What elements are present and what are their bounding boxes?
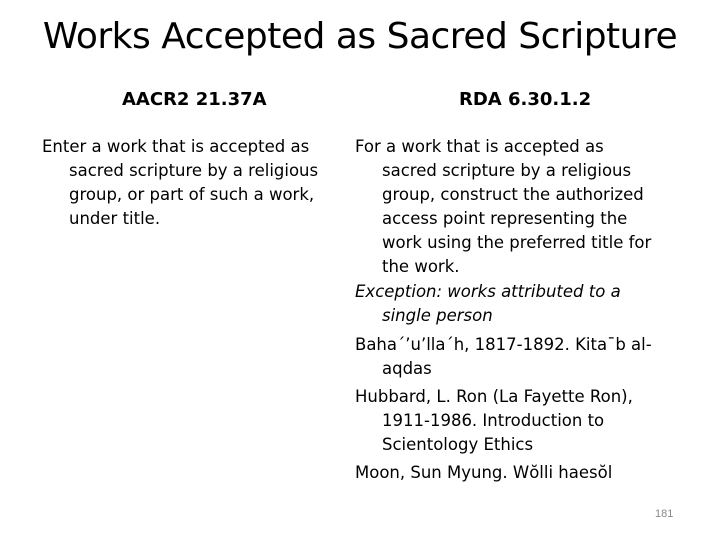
example-hubbard: [355, 385, 652, 457]
rda-examples: [355, 333, 652, 489]
example-line: Moon, Sun Myung. Wŏlli haesŏl: [355, 463, 613, 482]
aacr2-line: sacred scripture by a religious: [69, 161, 319, 180]
rda-line: group, construct the authorized: [382, 185, 644, 204]
rda-exception: [355, 280, 621, 328]
aacr2-rule-text: [42, 135, 318, 231]
example-line: 1911-1986. Introduction to: [382, 411, 605, 430]
aacr2-heading: AACR2 21.37A: [122, 89, 267, 110]
example-line: Scientology Ethics: [382, 435, 534, 454]
aacr2-line: Enter a work that is accepted as: [42, 137, 310, 156]
exception-line: Exception: works attributed to a: [355, 282, 621, 301]
rda-line: sacred scripture by a religious: [382, 161, 632, 180]
rda-line: work using the preferred title for: [382, 233, 652, 252]
example-line: aqdas: [382, 359, 432, 378]
aacr2-line: group, or part of such a work,: [69, 185, 315, 204]
rda-rule-text: [355, 135, 651, 279]
example-line: Baha´’u’lla´h, 1817-1892. Kita¯b al-: [355, 335, 652, 354]
example-moon: [355, 461, 652, 485]
example-line: Hubbard, L. Ron (La Fayette Ron),: [355, 387, 633, 406]
rda-line: the work.: [382, 257, 460, 276]
rda-line: access point representing the: [382, 209, 628, 228]
exception-line: single person: [382, 306, 493, 325]
page-number: 181: [655, 508, 674, 520]
rda-heading: RDA 6.30.1.2: [459, 89, 592, 110]
slide-title: Works Accepted as Sacred Scripture: [42, 16, 678, 57]
example-bahaullah: [355, 333, 652, 381]
aacr2-line: under title.: [69, 209, 161, 228]
rda-line: For a work that is accepted as: [355, 137, 604, 156]
